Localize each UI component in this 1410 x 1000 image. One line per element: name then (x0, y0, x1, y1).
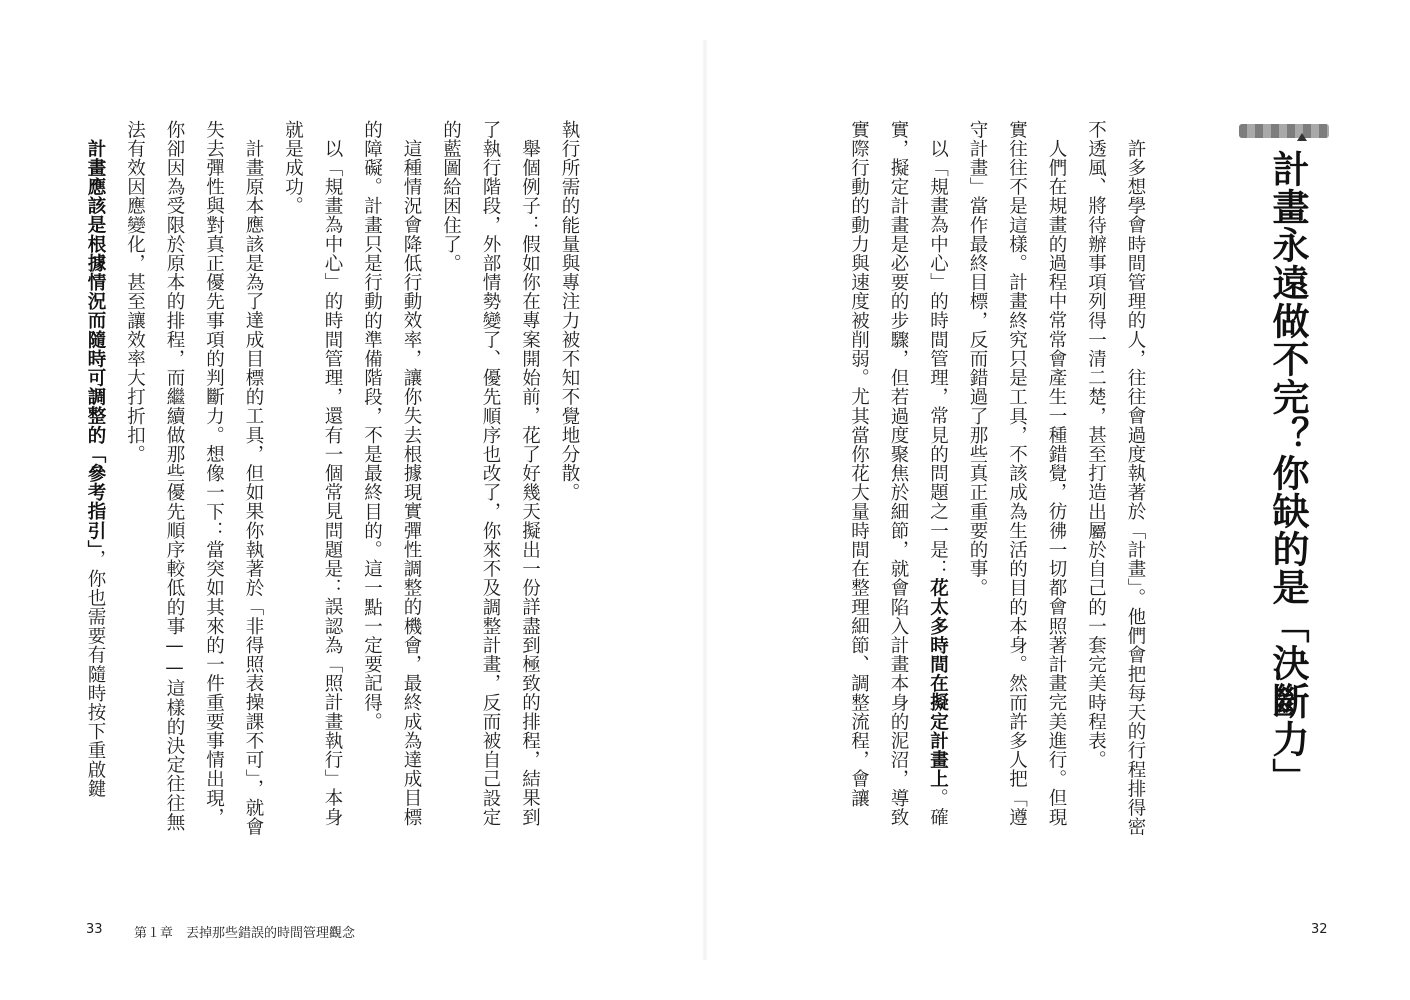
right-page-body (839, 120, 1155, 840)
emphasis-text: 花太多時間在擬定計畫上 (927, 577, 949, 788)
page-right (705, 0, 1410, 1000)
body-text: ，你也需要有隨時按下重啟鍵 (85, 549, 106, 798)
body-text: 這種情況會降低行動效率，讓你失去根據現實彈性調整的機會，最終成為達成目標的障礙。計畫只是行動的準備階段，不是最終目的。這一點一定要記得。 (361, 120, 422, 827)
paragraph (115, 120, 273, 840)
page-number-left: 33 (86, 922, 103, 937)
body-text: 。確實，擬定計畫是必要的步驟，但若過度聚焦於細節，就會陷入計畫本身的泥沼，導致實際行動的動力與速度被削弱。尤其當你花大量時間在整理細節、調整流程，會讓 (848, 120, 949, 827)
paragraph (550, 120, 590, 840)
paragraph (431, 120, 550, 840)
paragraph (958, 120, 1077, 840)
paragraph (352, 120, 431, 840)
left-page-body (76, 120, 590, 840)
triangle-marker-icon (1297, 133, 1307, 141)
title-decoration-bar (1239, 124, 1329, 138)
body-text: 人們在規畫的過程中常常會產生一種錯覺，彷彿一切都會照著計畫完美進行。但現實往往不是這樣。計畫終究只是工具，不該成為生活的目的本身。然而許多人把「遵守計畫」當作最終目標，反而錯過了那些真正重要的事。 (967, 120, 1067, 827)
body-text: 許多想學會時間管理的人，往往會過度執著於「計畫」。他們會把每天的行程排得密不透風、將待辦事項列得一清二楚，甚至打造出屬於自己的一套完美時程表。 (1085, 120, 1146, 836)
paragraph (76, 120, 116, 840)
paragraph (839, 120, 958, 840)
page-number-right: 32 (1311, 922, 1328, 937)
paragraph (1076, 120, 1155, 840)
running-head: 第１章 丟掉那些錯誤的時間管理觀念 (134, 926, 356, 941)
emphasis-text: 計畫應該是根據情況而隨時可調整的「參考指引」 (85, 138, 106, 550)
section-title: 計畫永遠做不完？你缺的是「決斷力」 (1266, 150, 1309, 796)
body-text: 計畫原本應該是為了達成目標的工具，但如果你執著於「非得照表操課不可」，就會失去彈性與對真正優先事項的判斷力。想像一下：當突如其來的一件重要事情出現，你卻因為受限於原本的排程，而繼續做那些優先順序較低的事——這樣的決定往往無法有效因應變化，甚至讓效率大打折扣。 (124, 120, 264, 836)
body-text: 舉個例子：假如你在專案開始前，花了好幾天擬出一份詳盡到極致的排程，結果到了執行階段，外部情勢變了、優先順序也改了，你來不及調整計畫，反而被自己設定的藍圖給困住了。 (440, 120, 541, 827)
paragraph (273, 120, 352, 840)
body-text: 執行所需的能量與專注力被不知不覺地分散。 (559, 120, 580, 502)
body-text: 以「規畫為中心」的時間管理，還有一個常見問題是：誤認為「照計畫執行」本身就是成功。 (282, 120, 343, 827)
body-text: 以「規畫為中心」的時間管理，常見的問題之一是： (927, 138, 949, 578)
